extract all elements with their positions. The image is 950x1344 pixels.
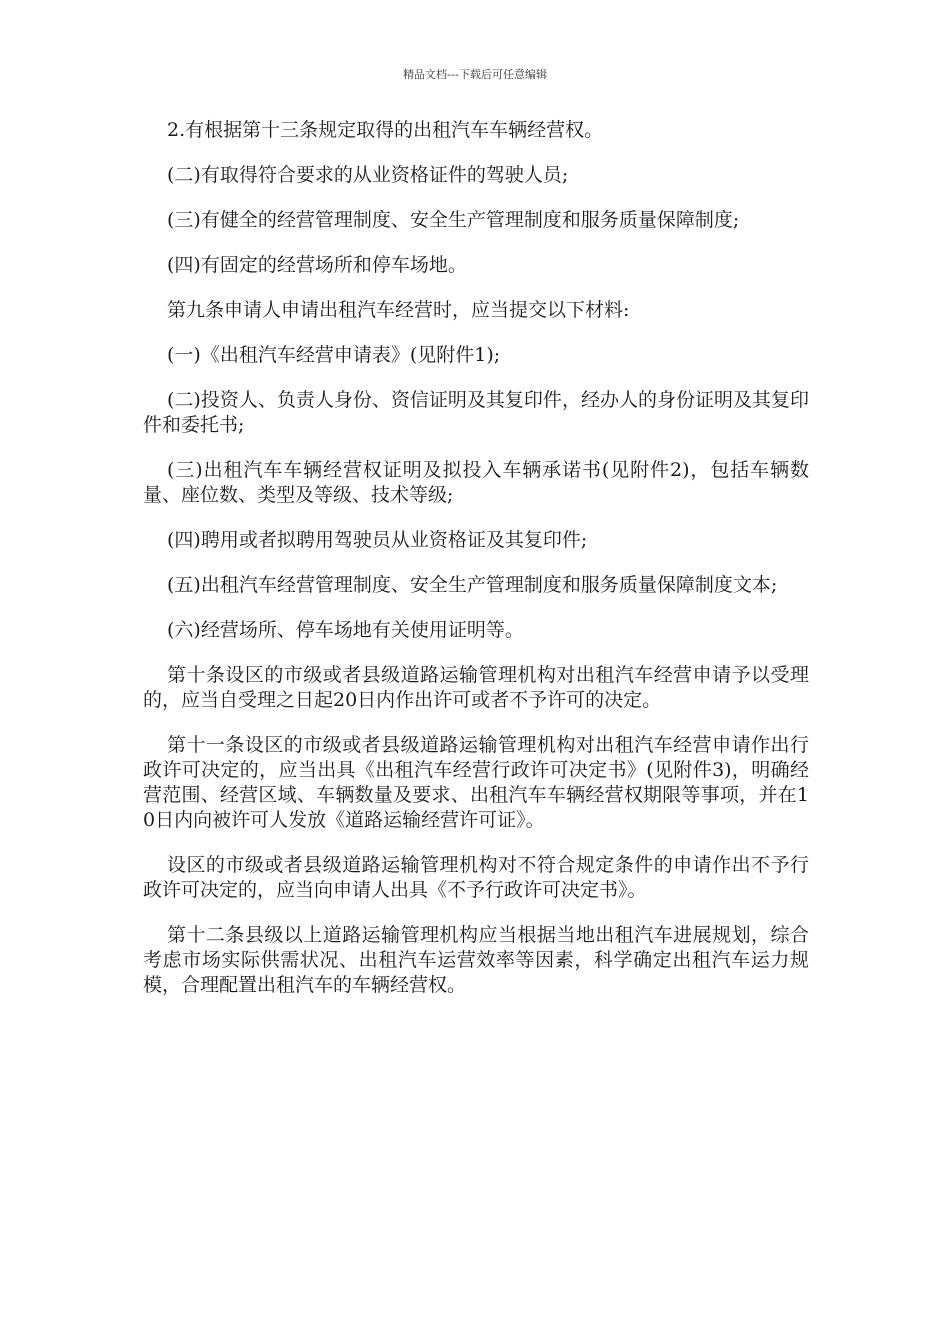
paragraph-fixed-premises: (四)有固定的经营场所和停车场地。: [167, 254, 467, 276]
paragraph-identity-documents: (二)投资人、负责人身份、资信证明及其复印件，经办人的身份证明及其复印件和委托书;: [143, 389, 809, 436]
paragraph-article-11: 第十一条设区的市级或者县级道路运输管理机构对出租汽车经营申请作出行政许可决定的，应当出具《出租汽车经营行政许可决定书》(见附件3)，明确经营范围、经营区域、车辆数量及要求、出租汽车车辆经营权期限等事项，并在10日内向被许可人发放《道路运输经营许可证》。: [143, 734, 809, 831]
paragraph-item-2: 2.有根据第十三条规定取得的出租汽车车辆经营权。: [167, 119, 604, 141]
paragraph-management-texts: (五)出租汽车经营管理制度、安全生产管理制度和服务质量保障制度文本;: [167, 574, 778, 596]
paragraph-driver-certificates: (四)聘用或者拟聘用驾驶员从业资格证及其复印件;: [167, 529, 588, 551]
paragraph-refusal-decision: 设区的市级或者县级道路运输管理机构对不符合规定条件的申请作出不予行政许可决定的，应当向申请人出具《不予行政许可决定书》。: [143, 854, 809, 901]
paragraph-qualified-drivers: (二)有取得符合要求的从业资格证件的驾驶人员;: [167, 164, 569, 186]
paragraph-vehicle-commitment: (三)出租汽车车辆经营权证明及拟投入车辆承诺书(见附件2)，包括车辆数量、座位数、类型及等级、技术等级;: [143, 459, 809, 506]
paragraph-premises-proof: (六)经营场所、停车场地有关使用证明等。: [167, 619, 524, 641]
paragraph-article-10: 第十条设区的市级或者县级道路运输管理机构对出租汽车经营申请予以受理的，应当自受理之日起20日内作出许可或者不予许可的决定。: [143, 664, 809, 711]
document-body: [143, 118, 809, 1018]
page-header: 精品文档---下载后可任意编辑: [403, 68, 547, 81]
paragraph-article-12: 第十二条县级以上道路运输管理机构应当根据当地出租汽车进展规划，综合考虑市场实际供需状况、出租汽车运营效率等因素，科学确定出租汽车运力规模，合理配置出租汽车的车辆经营权。: [143, 924, 809, 996]
paragraph-management-system: (三)有健全的经营管理制度、安全生产管理制度和服务质量保障制度;: [167, 209, 740, 231]
paragraph-application-form: (一)《出租汽车经营申请表》(见附件1);: [167, 344, 501, 366]
paragraph-article-9: 第九条申请人申请出租汽车经营时，应当提交以下材料:: [167, 299, 630, 321]
